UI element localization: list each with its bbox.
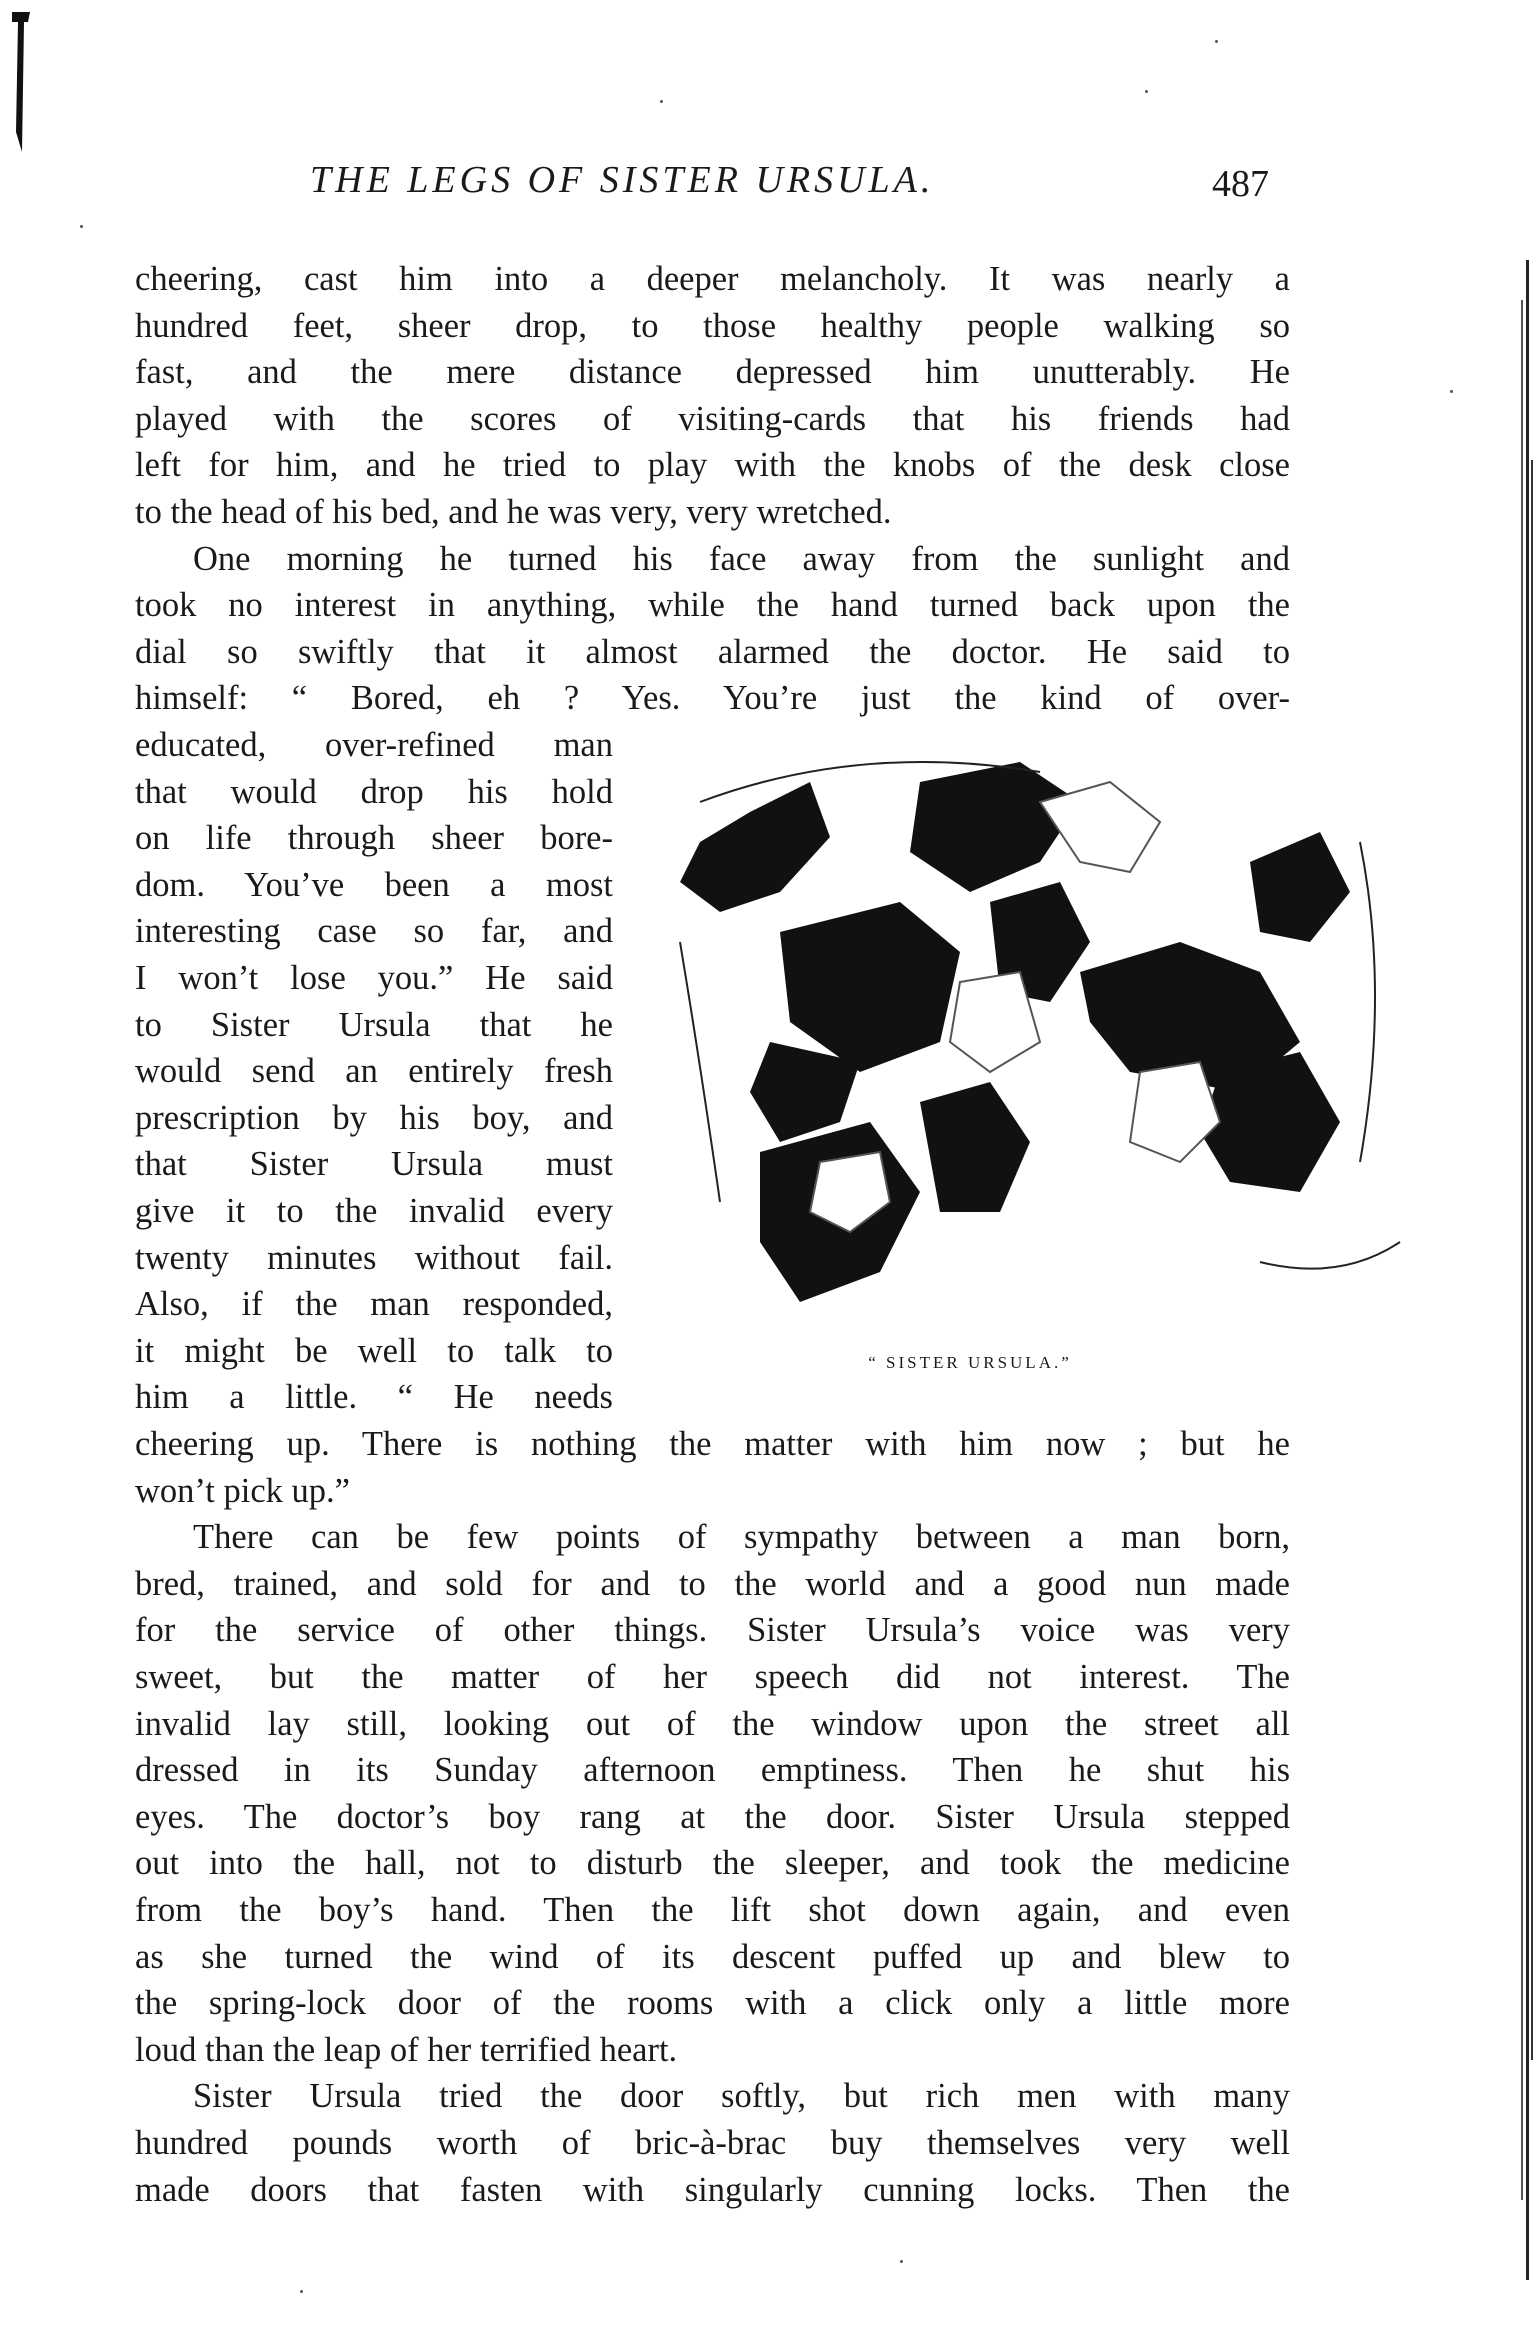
- text-line: fast, and the mere distance depressed him unutterably. He: [135, 353, 1290, 392]
- text-line: to Sister Ursula that he: [135, 1005, 613, 1044]
- text-line: it might be well to talk to: [135, 1331, 613, 1370]
- scan-speck: [80, 225, 83, 228]
- text-line: bred, trained, and sold for and to the world and a good nun made: [135, 1564, 1290, 1603]
- text-line: cheering up. There is nothing the matter with him now ; but he: [135, 1425, 1290, 1463]
- text-line: him a little. “ He needs: [135, 1378, 613, 1417]
- text-line: loud than the leap of her terrified heart.: [135, 2030, 678, 2069]
- scan-speck: [660, 100, 663, 103]
- text-line: I won’t lose you.” He said: [135, 958, 613, 997]
- text-line: educated, over-refined man: [135, 726, 613, 764]
- text-line: hundred feet, sheer drop, to those healthy people walking so: [135, 306, 1290, 345]
- text-line: cheering, cast him into a deeper melancholy. It was nearly a: [135, 260, 1290, 298]
- text-line: to the head of his bed, and he was very, very wretched.: [135, 492, 892, 531]
- page-number: 487: [1212, 163, 1269, 205]
- scan-speck: [1145, 90, 1148, 93]
- text-line: for the service of other things. Sister Ursula’s voice was very: [135, 1611, 1290, 1650]
- text-line: twenty minutes without fail.: [135, 1238, 613, 1277]
- text-line: left for him, and he tried to play with the knobs of the desk close: [135, 446, 1290, 485]
- scan-speck: [1215, 40, 1218, 43]
- text-line: the spring-lock door of the rooms with a click only a little more: [135, 1984, 1290, 2023]
- text-line: hundred pounds worth of bric-à-brac buy themselves very well: [135, 2123, 1290, 2162]
- text-line: eyes. The doctor’s boy rang at the door. Sister Ursula stepped: [135, 1797, 1290, 1836]
- text-line: interesting case so far, and: [135, 912, 613, 951]
- scan-speck: [300, 2290, 303, 2293]
- text-line: Sister Ursula tried the door softly, but rich men with many: [193, 2077, 1290, 2116]
- running-header: [300, 158, 1300, 208]
- text-line: sweet, but the matter of her speech did not interest. The: [135, 1657, 1290, 1696]
- text-line: played with the scores of visiting-cards that his friends had: [135, 399, 1290, 438]
- text-line: out into the hall, not to disturb the sleeper, and took the medicine: [135, 1844, 1290, 1883]
- text-line: dial so swiftly that it almost alarmed the doctor. He said to: [135, 632, 1290, 671]
- text-line: on life through sheer bore-: [135, 819, 613, 858]
- text-line: give it to the invalid every: [135, 1191, 613, 1230]
- text-line: prescription by his boy, and: [135, 1098, 613, 1137]
- page-edge-shadow: [1518, 260, 1534, 2280]
- text-line: dressed in its Sunday afternoon emptiness. Then he shut his: [135, 1751, 1290, 1790]
- binding-mark: [10, 12, 30, 152]
- text-line: himself: “ Bored, eh ? Yes. You’re just the kind of over-: [135, 679, 1290, 718]
- text-line: from the boy’s hand. Then the lift shot down again, and even: [135, 1890, 1290, 1929]
- text-line: that would drop his hold: [135, 772, 613, 811]
- body-text-top: [135, 256, 1290, 722]
- body-text-bottom: [135, 1421, 1290, 2213]
- scan-speck: [1450, 390, 1453, 393]
- text-line: would send an entirely fresh: [135, 1052, 613, 1091]
- illustration-sister-ursula: [660, 742, 1420, 1342]
- text-line: that Sister Ursula must: [135, 1145, 613, 1184]
- text-line: One morning he turned his face away from the sunlight and: [193, 539, 1290, 578]
- text-line: Also, if the man responded,: [135, 1285, 613, 1324]
- text-line: won’t pick up.”: [135, 1471, 350, 1510]
- text-line: took no interest in anything, while the hand turned back upon the: [135, 586, 1290, 625]
- text-line: as she turned the wind of its descent puffed up and blew to: [135, 1937, 1290, 1976]
- text-line: made doors that fasten with singularly cunning locks. Then the: [135, 2170, 1290, 2209]
- text-line: There can be few points of sympathy between a man born,: [193, 1518, 1290, 1557]
- figure-caption: “ SISTER URSULA.”: [868, 1353, 1072, 1372]
- header-title: THE LEGS OF SISTER URSULA.: [310, 159, 935, 201]
- text-line: invalid lay still, looking out of the window upon the street all: [135, 1704, 1290, 1743]
- scan-speck: [900, 2260, 903, 2263]
- text-line: dom. You’ve been a most: [135, 865, 613, 904]
